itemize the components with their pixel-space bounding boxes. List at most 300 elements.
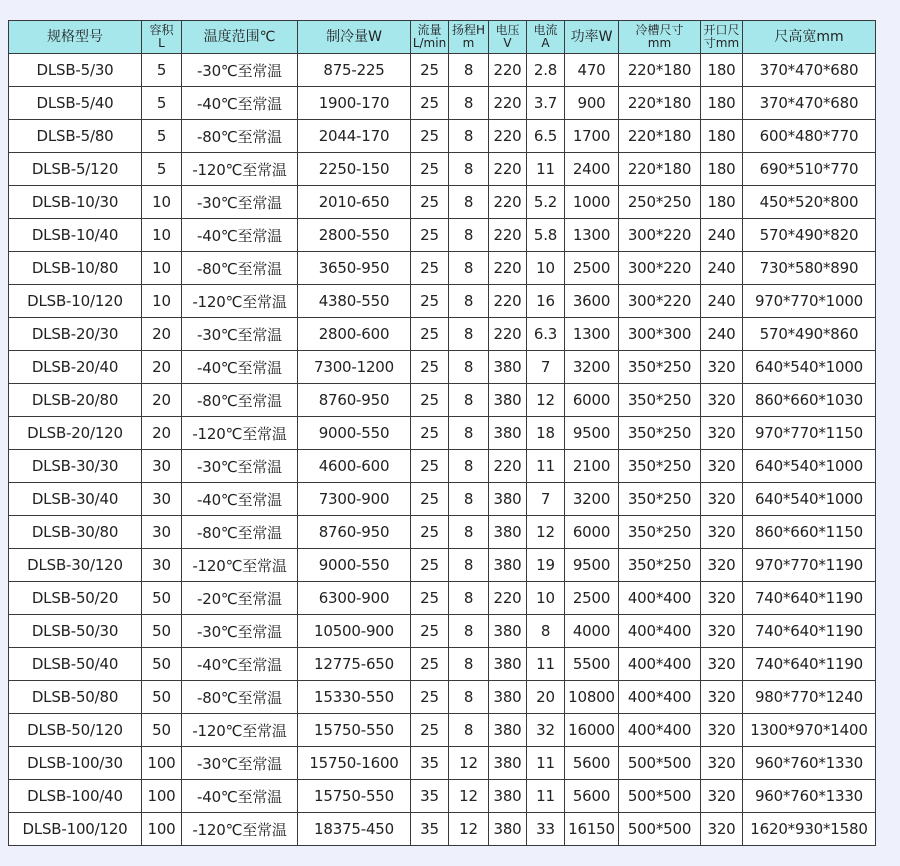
cell-cooling-capacity: 2250-150 <box>298 153 411 186</box>
cell-flow: 35 <box>411 747 449 780</box>
cell-dimensions: 860*660*1030 <box>743 384 876 417</box>
cell-head: 8 <box>449 351 489 384</box>
cell-opening-size: 320 <box>701 582 743 615</box>
cell-volume: 50 <box>142 648 182 681</box>
cell-current: 11 <box>527 747 565 780</box>
header-current-unit: A <box>541 36 550 50</box>
cell-voltage: 220 <box>489 252 527 285</box>
cell-cooling-capacity: 6300-900 <box>298 582 411 615</box>
cell-cooling-capacity: 15330-550 <box>298 681 411 714</box>
cell-temp-range: -40℃至常温 <box>182 780 298 813</box>
table-row <box>9 615 876 648</box>
cell-dimensions: 970*770*1150 <box>743 417 876 450</box>
cell-volume: 50 <box>142 615 182 648</box>
cell-dimensions: 570*490*860 <box>743 318 876 351</box>
cell-model: DLSB-30/120 <box>9 549 142 582</box>
header-power <box>565 21 619 54</box>
cell-model: DLSB-20/120 <box>9 417 142 450</box>
cell-flow: 25 <box>411 186 449 219</box>
cell-temp-range: -30℃至常温 <box>182 615 298 648</box>
cell-flow: 25 <box>411 714 449 747</box>
cell-head: 12 <box>449 813 489 846</box>
cell-model: DLSB-5/80 <box>9 120 142 153</box>
cell-model: DLSB-50/30 <box>9 615 142 648</box>
cell-power: 5500 <box>565 648 619 681</box>
cell-model: DLSB-10/120 <box>9 285 142 318</box>
cell-temp-range: -120℃至常温 <box>182 285 298 318</box>
cell-dimensions: 970*770*1000 <box>743 285 876 318</box>
header-volume <box>142 21 182 54</box>
cell-cooling-capacity: 7300-1200 <box>298 351 411 384</box>
cell-head: 8 <box>449 219 489 252</box>
header-opening-size-label: 开口尺 <box>703 23 740 38</box>
cell-temp-range: -40℃至常温 <box>182 87 298 120</box>
cell-voltage: 220 <box>489 186 527 219</box>
cell-current: 11 <box>527 780 565 813</box>
cell-dimensions: 740*640*1190 <box>743 615 876 648</box>
cell-flow: 25 <box>411 54 449 87</box>
cell-dimensions: 370*470*680 <box>743 87 876 120</box>
cell-volume: 50 <box>142 681 182 714</box>
cell-tank-size: 220*180 <box>619 54 701 87</box>
cell-opening-size: 320 <box>701 450 743 483</box>
cell-opening-size: 320 <box>701 483 743 516</box>
cell-temp-range: -80℃至常温 <box>182 384 298 417</box>
cell-voltage: 220 <box>489 120 527 153</box>
cell-voltage: 220 <box>489 285 527 318</box>
cell-power: 6000 <box>565 516 619 549</box>
cell-dimensions: 740*640*1190 <box>743 582 876 615</box>
cell-opening-size: 180 <box>701 54 743 87</box>
cell-opening-size: 240 <box>701 318 743 351</box>
cell-volume: 10 <box>142 219 182 252</box>
cell-flow: 25 <box>411 120 449 153</box>
cell-power: 4000 <box>565 615 619 648</box>
table-row <box>9 780 876 813</box>
cell-voltage: 220 <box>489 219 527 252</box>
cell-head: 8 <box>449 318 489 351</box>
cell-flow: 25 <box>411 615 449 648</box>
header-dimensions <box>743 21 876 54</box>
header-cooling-capacity <box>298 21 411 54</box>
cell-power: 16150 <box>565 813 619 846</box>
cell-cooling-capacity: 2044-170 <box>298 120 411 153</box>
cell-head: 8 <box>449 450 489 483</box>
table-row <box>9 483 876 516</box>
header-voltage-label: 电压 <box>495 23 520 38</box>
cell-model: DLSB-30/30 <box>9 450 142 483</box>
cell-current: 32 <box>527 714 565 747</box>
cell-temp-range: -30℃至常温 <box>182 450 298 483</box>
cell-opening-size: 180 <box>701 186 743 219</box>
table-row <box>9 747 876 780</box>
cell-dimensions: 980*770*1240 <box>743 681 876 714</box>
cell-opening-size: 320 <box>701 681 743 714</box>
cell-current: 10 <box>527 582 565 615</box>
cell-temp-range: -80℃至常温 <box>182 681 298 714</box>
cell-power: 6000 <box>565 384 619 417</box>
cell-tank-size: 220*180 <box>619 87 701 120</box>
cell-current: 6.5 <box>527 120 565 153</box>
cell-cooling-capacity: 4380-550 <box>298 285 411 318</box>
cell-model: DLSB-5/120 <box>9 153 142 186</box>
cell-cooling-capacity: 8760-950 <box>298 384 411 417</box>
cell-dimensions: 600*480*770 <box>743 120 876 153</box>
cell-model: DLSB-10/30 <box>9 186 142 219</box>
cell-cooling-capacity: 7300-900 <box>298 483 411 516</box>
cell-power: 5600 <box>565 747 619 780</box>
cell-opening-size: 240 <box>701 252 743 285</box>
header-volume-label: 容积 <box>149 23 174 38</box>
cell-temp-range: -20℃至常温 <box>182 582 298 615</box>
cell-opening-size: 240 <box>701 219 743 252</box>
cell-model: DLSB-30/80 <box>9 516 142 549</box>
cell-model: DLSB-5/40 <box>9 87 142 120</box>
cell-voltage: 380 <box>489 417 527 450</box>
table-row <box>9 450 876 483</box>
cell-flow: 25 <box>411 549 449 582</box>
cell-volume: 5 <box>142 54 182 87</box>
cell-head: 8 <box>449 87 489 120</box>
table-row <box>9 417 876 450</box>
cell-power: 2500 <box>565 582 619 615</box>
cell-head: 8 <box>449 648 489 681</box>
table-row <box>9 351 876 384</box>
cell-model: DLSB-10/80 <box>9 252 142 285</box>
cell-current: 16 <box>527 285 565 318</box>
cell-cooling-capacity: 8760-950 <box>298 516 411 549</box>
cell-opening-size: 240 <box>701 285 743 318</box>
cell-flow: 35 <box>411 780 449 813</box>
cell-tank-size: 400*400 <box>619 681 701 714</box>
cell-dimensions: 740*640*1190 <box>743 648 876 681</box>
cell-flow: 25 <box>411 87 449 120</box>
cell-voltage: 220 <box>489 582 527 615</box>
cell-head: 8 <box>449 384 489 417</box>
cell-current: 12 <box>527 516 565 549</box>
cell-current: 5.8 <box>527 219 565 252</box>
cell-current: 11 <box>527 153 565 186</box>
cell-current: 7 <box>527 483 565 516</box>
cell-opening-size: 180 <box>701 120 743 153</box>
cell-volume: 30 <box>142 549 182 582</box>
cell-head: 8 <box>449 615 489 648</box>
cell-power: 2500 <box>565 252 619 285</box>
cell-cooling-capacity: 9000-550 <box>298 417 411 450</box>
cell-opening-size: 180 <box>701 87 743 120</box>
cell-head: 8 <box>449 252 489 285</box>
cell-power: 470 <box>565 54 619 87</box>
cell-current: 20 <box>527 681 565 714</box>
table-row <box>9 54 876 87</box>
header-model-label: 规格型号 <box>47 28 103 45</box>
spec-table-container <box>8 20 876 846</box>
cell-opening-size: 320 <box>701 549 743 582</box>
header-tank-size-unit: mm <box>647 36 672 50</box>
cell-current: 3.7 <box>527 87 565 120</box>
cell-tank-size: 500*500 <box>619 813 701 846</box>
table-row <box>9 318 876 351</box>
cell-voltage: 380 <box>489 384 527 417</box>
table-row <box>9 120 876 153</box>
cell-volume: 50 <box>142 582 182 615</box>
header-head-label: 扬程H <box>451 23 486 38</box>
cell-model: DLSB-100/30 <box>9 747 142 780</box>
table-row <box>9 252 876 285</box>
cell-volume: 20 <box>142 318 182 351</box>
cell-volume: 20 <box>142 351 182 384</box>
cell-tank-size: 350*250 <box>619 417 701 450</box>
cell-flow: 25 <box>411 516 449 549</box>
cell-power: 2100 <box>565 450 619 483</box>
cell-current: 11 <box>527 450 565 483</box>
cell-flow: 25 <box>411 582 449 615</box>
cell-temp-range: -80℃至常温 <box>182 516 298 549</box>
cell-temp-range: -40℃至常温 <box>182 351 298 384</box>
cell-model: DLSB-50/20 <box>9 582 142 615</box>
cell-model: DLSB-100/120 <box>9 813 142 846</box>
cell-opening-size: 320 <box>701 714 743 747</box>
cell-head: 8 <box>449 153 489 186</box>
cell-flow: 25 <box>411 483 449 516</box>
cell-temp-range: -40℃至常温 <box>182 219 298 252</box>
cell-flow: 25 <box>411 318 449 351</box>
header-cooling-capacity-label: 制冷量W <box>326 28 382 45</box>
cell-tank-size: 300*220 <box>619 252 701 285</box>
cell-power: 1000 <box>565 186 619 219</box>
cell-flow: 25 <box>411 384 449 417</box>
cell-model: DLSB-30/40 <box>9 483 142 516</box>
header-current <box>527 21 565 54</box>
table-row <box>9 384 876 417</box>
cell-cooling-capacity: 15750-1600 <box>298 747 411 780</box>
cell-volume: 50 <box>142 714 182 747</box>
cell-opening-size: 320 <box>701 351 743 384</box>
cell-temp-range: -30℃至常温 <box>182 318 298 351</box>
cell-power: 9500 <box>565 549 619 582</box>
cell-volume: 20 <box>142 417 182 450</box>
cell-tank-size: 350*250 <box>619 384 701 417</box>
cell-power: 9500 <box>565 417 619 450</box>
cell-flow: 25 <box>411 681 449 714</box>
cell-power: 1300 <box>565 318 619 351</box>
cell-volume: 10 <box>142 285 182 318</box>
cell-volume: 100 <box>142 747 182 780</box>
table-row <box>9 153 876 186</box>
cell-dimensions: 690*510*770 <box>743 153 876 186</box>
cell-current: 11 <box>527 648 565 681</box>
table-row <box>9 285 876 318</box>
cell-volume: 10 <box>142 186 182 219</box>
header-opening-size-unit: 寸mm <box>703 36 740 50</box>
cell-power: 2400 <box>565 153 619 186</box>
header-row <box>9 21 876 54</box>
cell-tank-size: 300*220 <box>619 285 701 318</box>
table-row <box>9 87 876 120</box>
cell-head: 8 <box>449 285 489 318</box>
cell-head: 8 <box>449 186 489 219</box>
cell-flow: 25 <box>411 417 449 450</box>
header-voltage-unit: V <box>503 36 512 50</box>
cell-current: 12 <box>527 384 565 417</box>
header-tank-size <box>619 21 701 54</box>
cell-dimensions: 730*580*890 <box>743 252 876 285</box>
cell-flow: 25 <box>411 219 449 252</box>
cell-current: 33 <box>527 813 565 846</box>
header-flow <box>411 21 449 54</box>
cell-dimensions: 960*760*1330 <box>743 747 876 780</box>
cell-model: DLSB-50/80 <box>9 681 142 714</box>
cell-cooling-capacity: 18375-450 <box>298 813 411 846</box>
cell-volume: 5 <box>142 87 182 120</box>
cell-power: 3600 <box>565 285 619 318</box>
cell-cooling-capacity: 12775-650 <box>298 648 411 681</box>
cell-tank-size: 250*250 <box>619 186 701 219</box>
cell-power: 900 <box>565 87 619 120</box>
cell-power: 1700 <box>565 120 619 153</box>
cell-power: 1300 <box>565 219 619 252</box>
cell-volume: 10 <box>142 252 182 285</box>
cell-opening-size: 320 <box>701 615 743 648</box>
cell-current: 2.8 <box>527 54 565 87</box>
cell-flow: 25 <box>411 648 449 681</box>
header-volume-unit: L <box>158 36 165 50</box>
cell-voltage: 380 <box>489 780 527 813</box>
table-header <box>9 21 876 54</box>
cell-tank-size: 220*180 <box>619 120 701 153</box>
cell-head: 8 <box>449 582 489 615</box>
cell-volume: 5 <box>142 120 182 153</box>
cell-temp-range: -80℃至常温 <box>182 252 298 285</box>
cell-flow: 25 <box>411 450 449 483</box>
table-row <box>9 219 876 252</box>
cell-opening-size: 320 <box>701 747 743 780</box>
cell-current: 10 <box>527 252 565 285</box>
cell-opening-size: 320 <box>701 648 743 681</box>
cell-tank-size: 500*500 <box>619 747 701 780</box>
cell-volume: 20 <box>142 384 182 417</box>
cell-current: 5.2 <box>527 186 565 219</box>
cell-opening-size: 320 <box>701 417 743 450</box>
table-body <box>9 54 876 846</box>
header-power-label: 功率W <box>570 28 613 45</box>
cell-cooling-capacity: 875-225 <box>298 54 411 87</box>
cell-temp-range: -30℃至常温 <box>182 186 298 219</box>
cell-voltage: 380 <box>489 549 527 582</box>
header-model <box>9 21 142 54</box>
cell-dimensions: 450*520*800 <box>743 186 876 219</box>
cell-current: 18 <box>527 417 565 450</box>
cell-dimensions: 640*540*1000 <box>743 351 876 384</box>
cell-tank-size: 350*250 <box>619 450 701 483</box>
cell-tank-size: 400*400 <box>619 714 701 747</box>
cell-head: 8 <box>449 120 489 153</box>
cell-dimensions: 640*540*1000 <box>743 483 876 516</box>
cell-tank-size: 350*250 <box>619 549 701 582</box>
cell-model: DLSB-10/40 <box>9 219 142 252</box>
cell-opening-size: 320 <box>701 384 743 417</box>
cell-voltage: 220 <box>489 87 527 120</box>
cell-dimensions: 960*760*1330 <box>743 780 876 813</box>
cell-cooling-capacity: 4600-600 <box>298 450 411 483</box>
header-head-unit: m <box>462 36 475 50</box>
header-temp-range <box>182 21 298 54</box>
cell-temp-range: -120℃至常温 <box>182 153 298 186</box>
cell-current: 19 <box>527 549 565 582</box>
cell-temp-range: -40℃至常温 <box>182 648 298 681</box>
header-current-label: 电流 <box>533 23 558 38</box>
table-row <box>9 813 876 846</box>
cell-cooling-capacity: 3650-950 <box>298 252 411 285</box>
cell-temp-range: -120℃至常温 <box>182 813 298 846</box>
cell-power: 10800 <box>565 681 619 714</box>
table-row <box>9 681 876 714</box>
cell-voltage: 380 <box>489 483 527 516</box>
cell-head: 8 <box>449 54 489 87</box>
cell-tank-size: 500*500 <box>619 780 701 813</box>
spec-table <box>8 20 876 846</box>
header-opening-size <box>701 21 743 54</box>
cell-temp-range: -40℃至常温 <box>182 483 298 516</box>
cell-temp-range: -120℃至常温 <box>182 714 298 747</box>
cell-power: 3200 <box>565 483 619 516</box>
cell-opening-size: 320 <box>701 780 743 813</box>
cell-power: 3200 <box>565 351 619 384</box>
cell-opening-size: 180 <box>701 153 743 186</box>
cell-temp-range: -120℃至常温 <box>182 549 298 582</box>
cell-cooling-capacity: 2010-650 <box>298 186 411 219</box>
cell-volume: 100 <box>142 780 182 813</box>
cell-voltage: 380 <box>489 615 527 648</box>
cell-temp-range: -80℃至常温 <box>182 120 298 153</box>
cell-tank-size: 350*250 <box>619 516 701 549</box>
cell-model: DLSB-5/30 <box>9 54 142 87</box>
cell-voltage: 380 <box>489 648 527 681</box>
cell-voltage: 380 <box>489 351 527 384</box>
header-temp-range-label: 温度范围℃ <box>203 28 276 45</box>
cell-head: 8 <box>449 516 489 549</box>
cell-voltage: 220 <box>489 450 527 483</box>
table-row <box>9 549 876 582</box>
cell-tank-size: 400*400 <box>619 582 701 615</box>
table-row <box>9 186 876 219</box>
cell-dimensions: 1300*970*1400 <box>743 714 876 747</box>
header-flow-label: 流量 <box>417 23 442 38</box>
cell-temp-range: -30℃至常温 <box>182 54 298 87</box>
cell-flow: 25 <box>411 252 449 285</box>
cell-power: 5600 <box>565 780 619 813</box>
cell-cooling-capacity: 15750-550 <box>298 780 411 813</box>
cell-model: DLSB-50/120 <box>9 714 142 747</box>
cell-dimensions: 570*490*820 <box>743 219 876 252</box>
cell-model: DLSB-20/40 <box>9 351 142 384</box>
cell-opening-size: 320 <box>701 516 743 549</box>
cell-flow: 25 <box>411 351 449 384</box>
table-row <box>9 582 876 615</box>
cell-tank-size: 300*300 <box>619 318 701 351</box>
cell-cooling-capacity: 2800-550 <box>298 219 411 252</box>
cell-cooling-capacity: 10500-900 <box>298 615 411 648</box>
cell-tank-size: 220*180 <box>619 153 701 186</box>
cell-cooling-capacity: 15750-550 <box>298 714 411 747</box>
cell-voltage: 220 <box>489 318 527 351</box>
cell-volume: 30 <box>142 450 182 483</box>
table-row <box>9 714 876 747</box>
cell-head: 8 <box>449 483 489 516</box>
cell-head: 8 <box>449 714 489 747</box>
cell-cooling-capacity: 2800-600 <box>298 318 411 351</box>
cell-voltage: 380 <box>489 681 527 714</box>
